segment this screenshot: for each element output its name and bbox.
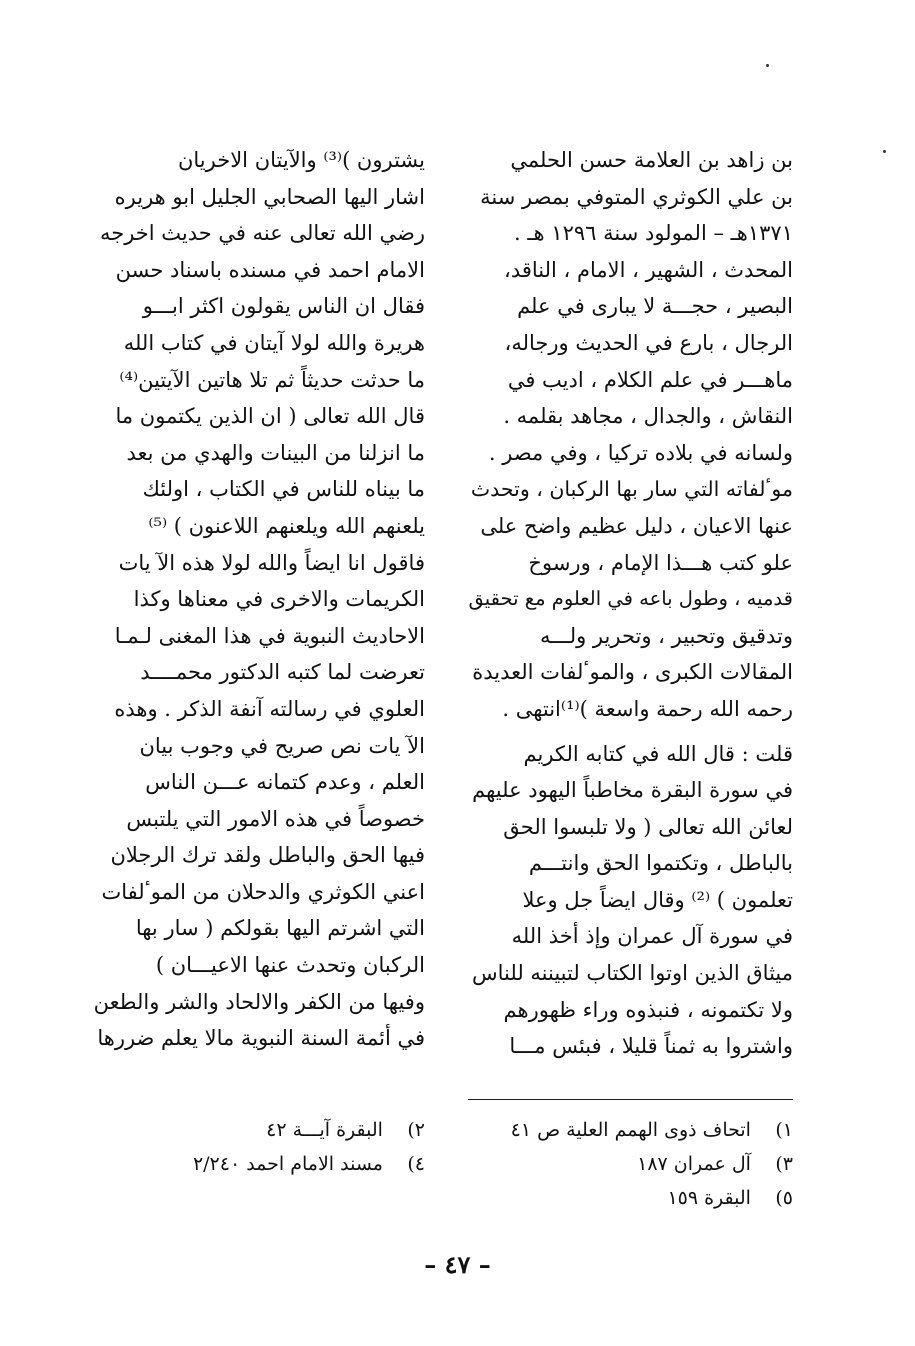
text-line: وتدقيق وتحبير ، وتحرير ولـــه xyxy=(540,623,793,648)
footnote-text: اتحاف ذوى الهمم العلية ص ٤١ xyxy=(510,1119,751,1141)
footnote-text: البقرة ١٥٩ xyxy=(667,1187,751,1209)
text-line: ماهـــر في علم الكلام ، اديب في xyxy=(507,367,793,392)
footnote-number: ٢) xyxy=(407,1119,425,1141)
ink-speck xyxy=(883,150,886,153)
text-line: ميثاق الذين اوتوا الكتاب لتبيننه للناس xyxy=(472,961,793,986)
text-line: واشتروا به ثمناً قليلا ، فبئس مـــا xyxy=(509,1034,793,1059)
text-line: ولا تكتمونه ، فنبذوه وراء ظهورهم xyxy=(503,997,793,1022)
footnote xyxy=(468,1113,793,1147)
text-line: الركبان وتحدث عنها الاعيـــان ) xyxy=(155,953,425,978)
text-line: في أئمة السنة النبوية مالا يعلم ضررها xyxy=(97,1026,425,1051)
paragraph-gap xyxy=(468,728,793,736)
text-line: ١٣٧١هـ – المولود سنة ١٢٩٦ هـ . xyxy=(514,221,793,246)
text-line: قلت : قال الله في كتابه الكريم xyxy=(523,741,793,766)
text-line: رحمه الله رحمة واسعة )⁽¹⁾انتهى . xyxy=(502,696,793,721)
text-line: بن زاهد بن العلامة حسن الحلمي xyxy=(510,148,793,172)
footnote-text: البقرة آيـــة ٤٢ xyxy=(266,1119,383,1141)
text-line: الاحاديث النبوية في هذا المغنى لـمـا xyxy=(114,623,425,648)
text-line: الرجال ، بارع في الحديث ورجاله، xyxy=(504,330,793,355)
text-line: ما انزلنا من البينات والهدي من بعد xyxy=(126,440,425,465)
text-line: التي اشرتم اليها بقولكم ( سار بها xyxy=(135,916,425,941)
paragraph-kawthari-bio xyxy=(468,142,793,728)
left-column xyxy=(95,142,425,1057)
footnote-number: ٤) xyxy=(407,1153,425,1175)
text-line: قال الله تعالى ( ان الذين يكتمون ما xyxy=(115,404,425,429)
text-line: البصير ، حجـــة لا يبارى في علم xyxy=(517,294,793,319)
text-line: رضي الله تعالى عنه في حديث اخرجه xyxy=(99,221,425,246)
footnote-number: ٥) xyxy=(775,1187,793,1209)
text-line: الكريمات والاخرى في معناها وكذا xyxy=(133,587,425,612)
text-line: بن علي الكوثري المتوفي بمصر سنة xyxy=(480,184,793,209)
text-line: اعني الكوثري والدحلان من الموٴلفات xyxy=(101,879,425,904)
footnote xyxy=(468,1181,793,1215)
footnote xyxy=(468,1147,793,1181)
text-line: هريرة والله لولا آيتان في كتاب الله xyxy=(123,330,425,355)
footnote-number: ١) xyxy=(775,1119,793,1141)
text-line: في سورة آل عمران وإذ أخذ الله xyxy=(511,924,793,949)
text-line: علو كتب هـــذا الإمام ، ورسوخ xyxy=(528,550,793,575)
text-line: العلم ، وعدم كتمانه عـــن الناس xyxy=(145,770,425,795)
text-line: ما بيناه للناس في الكتاب ، اولئك xyxy=(142,477,425,502)
text-line: الامام احمد في مسنده باسناد حسن xyxy=(115,257,425,282)
text-line: اشار اليها الصحابي الجليل ابو هريره xyxy=(114,184,425,209)
text-line: فقال ان الناس يقولون اكثر ابـــو xyxy=(142,294,425,319)
text-line: يلعنهم الله ويلعنهم اللاعنون ) ⁽⁵⁾ xyxy=(148,513,425,538)
footnote xyxy=(95,1147,425,1181)
footnote-divider xyxy=(468,1099,793,1100)
footnote-number: ٣) xyxy=(775,1153,793,1175)
paragraph-qultu xyxy=(468,736,793,1065)
ink-speck xyxy=(766,64,769,67)
text-line: يشترون )⁽³⁾ والآيتان الاخريان xyxy=(177,148,425,172)
text-line: فاقول انا ايضاً والله لولا هذه الآ يات xyxy=(118,550,425,575)
footnote xyxy=(95,1113,425,1147)
text-line: المحدث ، الشهير ، الامام ، الناقد، xyxy=(504,257,793,282)
text-line: المقالات الكبرى ، والموٴلفات العديدة xyxy=(472,660,793,685)
text-line: تعلمون ) ⁽²⁾ وقال ايضاً جل وعلا xyxy=(522,887,793,912)
text-line: ما حدثت حديثاً ثم تلا هاتين الآيتين⁽⁴⁾ xyxy=(119,367,425,392)
footnotes-left xyxy=(95,1113,425,1181)
footnote-text: مسند الامام احمد ٢/٢٤٠ xyxy=(192,1153,383,1175)
footnote-text: آل عمران ١٨٧ xyxy=(637,1153,751,1175)
text-line: النقاش ، والجدال ، مجاهد بقلمه . xyxy=(503,404,793,429)
text-line: في سورة البقرة مخاطباً اليهود عليهم xyxy=(472,778,793,803)
text-line: خصوصاً في هذه الامور التي يلتبس xyxy=(126,806,425,831)
right-column xyxy=(468,142,793,1065)
text-line: بالباطل ، وتكتموا الحق وانتـــم xyxy=(528,851,793,876)
footnotes-right xyxy=(468,1113,793,1215)
text-line: موٴلفاته التي سار بها الركبان ، وتحدث xyxy=(470,477,793,502)
page-number: – ٤٧ – xyxy=(424,1250,491,1279)
text-line: عنها الاعيان ، دليل عظيم واضح على xyxy=(480,513,793,538)
text-line: قدميه ، وطول باعه في العلوم مع تحقيق xyxy=(468,587,793,611)
text-line: الآ يات نص صريح في وجوب بيان xyxy=(139,733,425,758)
text-line: تعرضت لما كتبه الدكتور محمــــد xyxy=(140,660,425,685)
text-line: وفيها من الكفر والالحاد والشر والطعن xyxy=(93,989,425,1014)
text-line: ولسانه في بلاده تركيا ، وفي مصر . xyxy=(488,440,793,465)
text-line: العلوي في رسالته آنفة الذكر . وهذه xyxy=(114,696,425,721)
text-line: فيها الحق والباطل ولقد ترك الرجلان xyxy=(110,843,425,868)
text-line: لعائن الله تعالى ( ولا تلبسوا الحق xyxy=(503,814,793,839)
